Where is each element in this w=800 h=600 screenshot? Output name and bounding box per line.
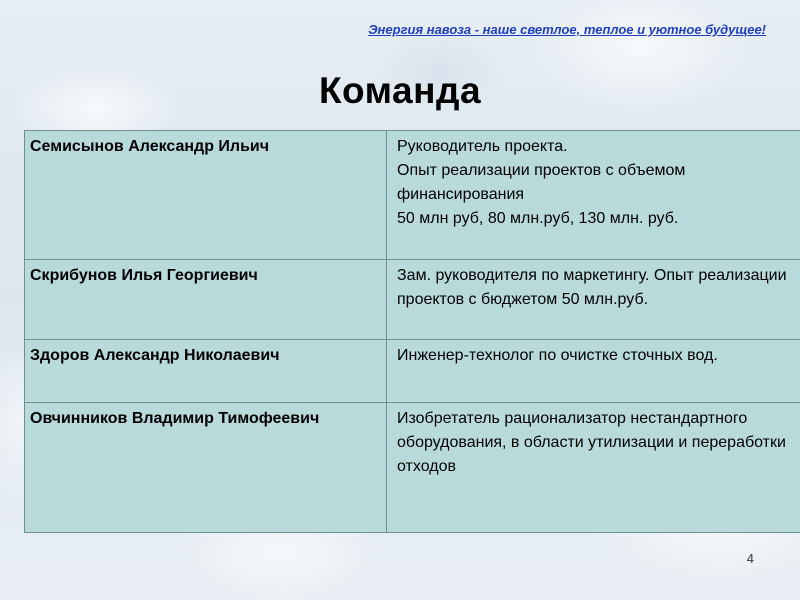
member-name: Овчинников Владимир Тимофеевич [25, 403, 387, 533]
member-role [387, 403, 800, 533]
team-table [24, 130, 800, 533]
table-row [25, 260, 800, 340]
table-row [25, 403, 800, 533]
role-line: Инженер-технолог по очистке сточных вод. [397, 347, 718, 364]
role-line: Руководитель проекта. [397, 138, 568, 155]
table-row [25, 131, 800, 260]
slogan-link[interactable]: Энергия навоза - наше светлое, теплое и уютное будущее! [368, 22, 766, 37]
member-name: Здоров Александр Николаевич [25, 340, 387, 403]
member-role [387, 340, 800, 403]
role-line: Зам. руководителя по маркетингу. Опыт реализации проектов с бюджетом 50 млн.руб. [397, 267, 787, 308]
page-number: 4 [746, 551, 754, 566]
role-line: 50 млн руб, 80 млн.руб, 130 млн. руб. [397, 210, 679, 227]
role-line: Опыт реализации проектов с объемом финансирования [397, 162, 686, 203]
member-name: Семисынов Александр Ильич [25, 131, 387, 260]
member-role [387, 131, 800, 260]
page-title: Команда [318, 70, 482, 111]
member-role [387, 260, 800, 340]
member-name: Скрибунов Илья Георгиевич [25, 260, 387, 340]
table-row [25, 340, 800, 403]
role-line: Изобретатель рационализатор нестандартного оборудования, в области утилизации и переработки отходов [397, 410, 786, 475]
